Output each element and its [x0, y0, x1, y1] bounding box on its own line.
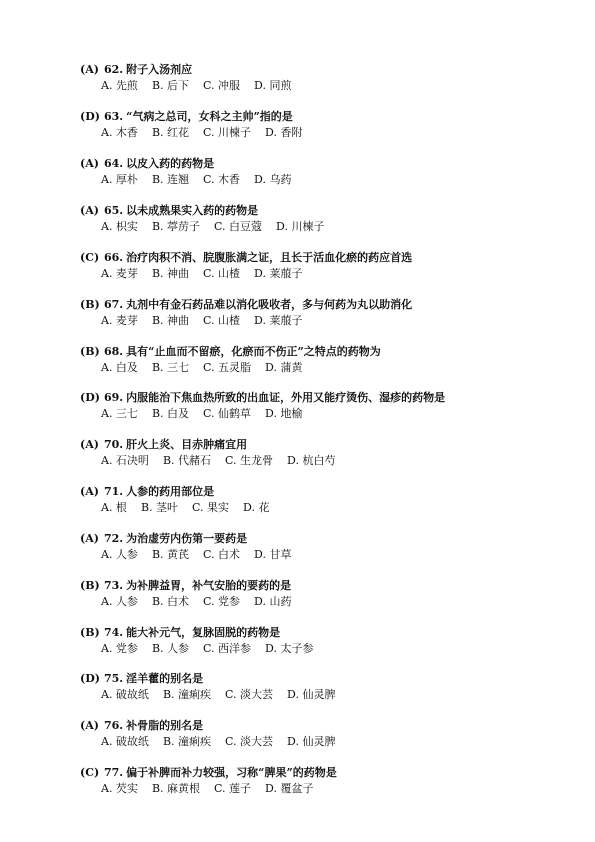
question-number: 63.	[104, 110, 124, 123]
question-number: 71.	[104, 485, 124, 498]
question-text: 治疗肉积不消、脘腹胀满之证，且长于活血化瘀的药应首选	[126, 251, 413, 264]
question-stem	[80, 298, 580, 312]
question-text: 能大补元气，复脉固脱的药物是	[126, 626, 281, 639]
question-72	[80, 532, 580, 562]
option-d: D. 蒲黄	[265, 361, 303, 374]
option-a: A. 三七	[101, 407, 138, 420]
option-d: D. 莱菔子	[254, 314, 303, 327]
question-stem	[80, 204, 580, 218]
question-text: 以未成熟果实入药的药物是	[126, 204, 259, 217]
options-row	[80, 173, 580, 187]
question-number: 62.	[104, 63, 124, 76]
option-b: B. 潼痢疾	[162, 688, 212, 701]
option-c: C. 莲子	[214, 782, 252, 795]
option-a: A. 麦芽	[101, 314, 138, 327]
option-b: B. 人参	[151, 642, 190, 655]
option-b: B. 三七	[151, 361, 190, 374]
options-row	[80, 79, 580, 93]
answer-key: (D)	[80, 110, 100, 123]
options-row	[80, 361, 580, 375]
question-stem	[80, 345, 580, 359]
question-number: 74.	[104, 626, 124, 639]
option-a: A. 麦芽	[101, 267, 138, 280]
question-number: 66.	[104, 251, 124, 264]
question-69	[80, 391, 580, 421]
options-row	[80, 220, 580, 234]
option-d: D. 覆盆子	[265, 782, 314, 795]
answer-key: (A)	[80, 63, 99, 76]
answer-key: (A)	[80, 719, 99, 732]
question-stem	[80, 579, 580, 593]
question-number: 69.	[104, 391, 124, 404]
options-row	[80, 454, 580, 468]
question-stem	[80, 672, 580, 686]
option-b: B. 茎叶	[140, 501, 179, 514]
answer-key: (B)	[80, 298, 100, 311]
options-row	[80, 407, 580, 421]
option-d: D. 莱菔子	[254, 267, 303, 280]
option-d: D. 杭白芍	[287, 454, 336, 467]
question-text: 具有“止血而不留瘀，化瘀而不伤正”之特点的药物为	[126, 345, 381, 358]
question-stem	[80, 766, 580, 780]
option-d: D. 同煎	[254, 79, 292, 92]
question-63	[80, 110, 580, 140]
question-stem	[80, 63, 580, 77]
option-b: B. 代赭石	[162, 454, 212, 467]
option-b: B. 麻黄根	[151, 782, 201, 795]
question-text: 附子入汤剂应	[126, 63, 193, 76]
answer-key: (A)	[80, 157, 99, 170]
options-row	[80, 267, 580, 281]
question-71	[80, 485, 580, 515]
question-stem	[80, 485, 580, 499]
option-a: A. 破故纸	[101, 735, 149, 748]
option-a: A. 破故纸	[101, 688, 149, 701]
question-stem	[80, 110, 580, 124]
option-b: B. 黄芪	[151, 548, 190, 561]
option-a: A. 木香	[101, 126, 138, 139]
option-a: A. 芡实	[101, 782, 138, 795]
answer-key: (C)	[80, 766, 100, 779]
options-row	[80, 314, 580, 328]
answer-key: (D)	[80, 391, 100, 404]
option-c: C. 淡大芸	[225, 735, 274, 748]
answer-key: (A)	[80, 485, 99, 498]
option-b: B. 白及	[151, 407, 190, 420]
option-c: C. 川楝子	[203, 126, 252, 139]
option-a: A. 厚朴	[101, 173, 138, 186]
question-stem	[80, 251, 580, 265]
option-c: C. 山楂	[203, 314, 241, 327]
answer-key: (A)	[80, 532, 99, 545]
question-stem	[80, 391, 580, 405]
option-b: B. 后下	[151, 79, 190, 92]
question-text: 以皮入药的药物是	[126, 157, 215, 170]
question-64	[80, 157, 580, 187]
options-row	[80, 642, 580, 656]
option-c: C. 五灵脂	[203, 361, 252, 374]
option-a: A. 石决明	[101, 454, 149, 467]
option-b: B. 神曲	[151, 267, 190, 280]
option-a: A. 党参	[101, 642, 138, 655]
option-c: C. 仙鹤草	[203, 407, 252, 420]
question-67	[80, 298, 580, 328]
option-d: D. 甘草	[254, 548, 292, 561]
question-number: 67.	[104, 298, 124, 311]
option-c: C. 果实	[192, 501, 230, 514]
question-62	[80, 63, 580, 93]
question-stem	[80, 626, 580, 640]
question-text: 偏于补脾而补力较强，习称“脾果”的药物是	[126, 766, 337, 779]
option-c: C. 冲服	[203, 79, 241, 92]
options-row	[80, 688, 580, 702]
option-b: B. 红花	[151, 126, 190, 139]
option-d: D. 山药	[254, 595, 292, 608]
option-c: C. 生龙骨	[225, 454, 274, 467]
option-a: A. 根	[101, 501, 127, 514]
answer-key: (B)	[80, 345, 100, 358]
question-number: 65.	[104, 204, 124, 217]
option-b: B. 神曲	[151, 314, 190, 327]
answer-key: (A)	[80, 204, 99, 217]
question-stem	[80, 157, 580, 171]
answer-key: (C)	[80, 251, 100, 264]
option-c: C. 淡大芸	[225, 688, 274, 701]
answer-key: (B)	[80, 626, 100, 639]
question-text: 内服能治下焦血热所致的出血证，外用又能疗烫伤、湿疹的药物是	[126, 391, 446, 404]
question-68	[80, 345, 580, 375]
question-number: 64.	[104, 157, 124, 170]
question-75	[80, 672, 580, 702]
option-b: B. 潼痢疾	[162, 735, 212, 748]
question-66	[80, 251, 580, 281]
options-row	[80, 501, 580, 515]
question-text: 为治虚劳内伤第一要药是	[126, 532, 248, 545]
question-number: 76.	[104, 719, 124, 732]
option-a: A. 人参	[101, 595, 138, 608]
option-b: B. 白术	[151, 595, 190, 608]
question-number: 68.	[104, 345, 124, 358]
question-73	[80, 579, 580, 609]
question-stem	[80, 532, 580, 546]
question-stem	[80, 719, 580, 733]
question-text: 人参的药用部位是	[126, 485, 215, 498]
answer-key: (B)	[80, 579, 100, 592]
question-number: 75.	[104, 672, 124, 685]
question-text: 补骨脂的别名是	[126, 719, 204, 732]
option-a: A. 人参	[101, 548, 138, 561]
option-d: D. 川楝子	[276, 220, 325, 233]
option-a: A. 枳实	[101, 220, 138, 233]
question-stem	[80, 438, 580, 452]
option-b: B. 连翘	[151, 173, 190, 186]
question-number: 72.	[104, 532, 124, 545]
question-text: “气病之总司，女科之主帅”指的是	[126, 110, 293, 123]
option-d: D. 仙灵脾	[287, 735, 336, 748]
options-row	[80, 126, 580, 140]
option-a: A. 白及	[101, 361, 138, 374]
options-row	[80, 782, 580, 796]
option-c: C. 白术	[203, 548, 241, 561]
options-row	[80, 548, 580, 562]
question-number: 73.	[104, 579, 124, 592]
options-row	[80, 595, 580, 609]
option-d: D. 太子参	[265, 642, 314, 655]
option-d: D. 地榆	[265, 407, 303, 420]
question-76	[80, 719, 580, 749]
option-d: D. 仙灵脾	[287, 688, 336, 701]
option-d: D. 花	[243, 501, 270, 514]
option-c: C. 木香	[203, 173, 241, 186]
options-row	[80, 735, 580, 749]
question-text: 肝火上炎、目赤肿痛宜用	[126, 438, 248, 451]
question-number: 70.	[104, 438, 124, 451]
answer-key: (D)	[80, 672, 100, 685]
question-text: 淫羊藿的别名是	[126, 672, 204, 685]
question-77	[80, 766, 580, 796]
question-65	[80, 204, 580, 234]
question-70	[80, 438, 580, 468]
option-a: A. 先煎	[101, 79, 138, 92]
question-74	[80, 626, 580, 656]
question-number: 77.	[104, 766, 124, 779]
answer-key: (A)	[80, 438, 99, 451]
option-d: D. 乌药	[254, 173, 292, 186]
option-d: D. 香附	[265, 126, 303, 139]
question-text: 为补脾益胃，补气安胎的要药的是	[126, 579, 292, 592]
option-c: C. 白豆蔻	[214, 220, 263, 233]
option-b: B. 葶苈子	[151, 220, 201, 233]
option-c: C. 党参	[203, 595, 241, 608]
option-c: C. 西洋参	[203, 642, 252, 655]
question-text: 丸剂中有金石药品难以消化吸收者，多与何药为丸以助消化	[126, 298, 413, 311]
option-c: C. 山楂	[203, 267, 241, 280]
